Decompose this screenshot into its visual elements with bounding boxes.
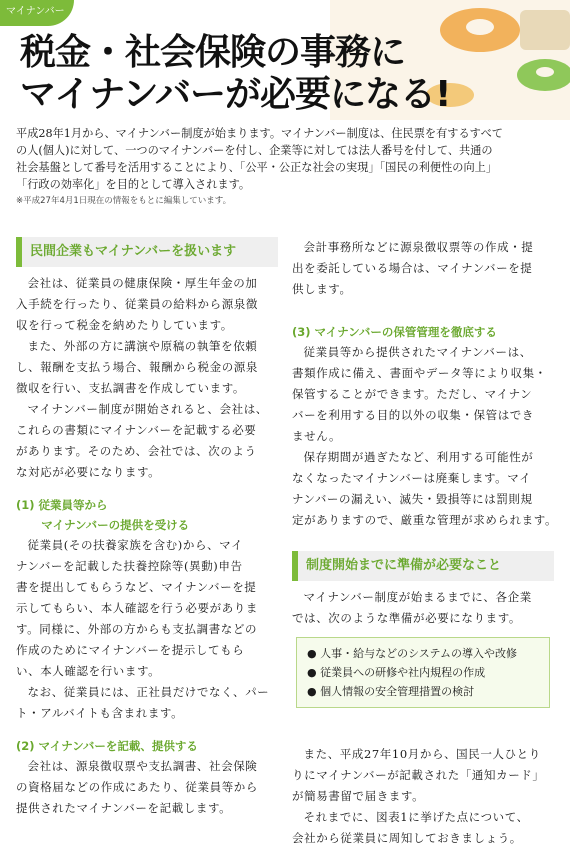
text-line: 従業員等から提供されたマイナンバーは、 — [303, 345, 532, 359]
text-line: ません。 — [292, 429, 342, 443]
text-line: マイナンバー制度が開始されると、会社は、 — [27, 402, 268, 416]
text-line: バーを利用する目的以外の収集・保管はでき — [292, 408, 534, 422]
text-line: 従業員(その扶養家族を含む)から、マイ — [27, 538, 244, 552]
preparation-list — [296, 637, 550, 708]
intro-text — [16, 125, 556, 210]
category-tag — [0, 0, 74, 26]
intro-line: 社会基盤として番号を活用することにより、「公平・公正な社会の実現」「国民の利便性の向上」 — [16, 161, 498, 174]
text-line: 示してもらい、本人確認を行う必要がありま — [16, 601, 258, 615]
sub1-paragraphs — [16, 535, 278, 724]
text-line: なお、従業員には、正社員だけでなく、パー — [27, 685, 270, 699]
title-line: 税金・社会保険の事務に — [20, 32, 406, 73]
page-title — [20, 32, 450, 116]
text-line: があります。そのため、会社では、次のよう — [16, 444, 257, 458]
intro-line: 平成28年1月から、マイナンバー制度が始まります。マイナンバー制度は、住民票を有するすべて — [16, 127, 503, 140]
text-line: それまでに、図表1に挙げた点について、 — [303, 810, 529, 824]
left-paragraphs — [16, 273, 278, 483]
sub3-paragraphs — [292, 342, 558, 531]
text-line: い、本人確認を行います。 — [16, 664, 161, 678]
list-item: ● 人事・給与などのシステムの導入や改修 — [307, 647, 517, 660]
list-item: ● 個人情報の安全管理措置の検討 — [307, 685, 475, 698]
intro-line: 「行政の効率化」を目的として導入されます。 — [16, 178, 251, 191]
subheading-1 — [16, 495, 278, 535]
text-line: が簡易書留で届きます。 — [292, 789, 425, 803]
text-line: 定がありますので、厳重な管理が求められます。 — [292, 513, 558, 527]
text-line: 入手続を行ったり、従業員の給料から源泉徴 — [16, 297, 258, 311]
text-line: 書類作成に備え、書面やデータ等により収集・ — [292, 366, 547, 380]
text-line: 供します。 — [292, 282, 352, 296]
text-line: 会計事務所などに源泉徴収票等の作成・提 — [303, 240, 534, 254]
text-line: マイナンバー制度が始まるまでに、各企業 — [303, 590, 532, 604]
text-line: 会社は、源泉徴収票や支払調書、社会保険 — [27, 759, 258, 773]
text-line: りにマイナンバーが記載された「通知カード」 — [292, 768, 545, 782]
intro-line: の人(個人)に対して、一つのマイナンバーを付し、企業等に対しては法人番号を付して、共通の — [16, 144, 493, 157]
subheading-1-line2: マイナンバーの提供を受ける — [41, 518, 190, 532]
closing-paragraphs — [292, 744, 554, 849]
text-line: これらの書類にマイナンバーを記載する必要 — [16, 423, 257, 437]
section-heading: 民間企業もマイナンバーを扱います — [16, 237, 278, 267]
text-line: また、外部の方に講演や原稿の執筆を依頼 — [27, 339, 258, 353]
category-tag-label: マイナンバー — [6, 6, 65, 17]
text-line: 保管することができます。ただし、マイナン — [292, 387, 533, 401]
intro-note: ※平成27年4月1日現在の情報をもとに編集しています。 — [16, 196, 232, 206]
text-line: 徴収を行い、支払調書を作成しています。 — [16, 381, 245, 395]
sub2-paragraph — [16, 756, 278, 819]
text-line: ナンバーの漏えい、滅失・毀損等には罰則規 — [292, 492, 533, 506]
continued-paragraph — [292, 237, 554, 300]
text-line: 収を行って税金を納めたりしています。 — [16, 318, 233, 332]
text-line: 作成のためにマイナンバーを提示してもら — [16, 643, 245, 657]
left-column — [16, 237, 278, 819]
text-line: 提供されたマイナンバーを記載します。 — [16, 801, 232, 815]
text-line: また、平成27年10月から、国民一人ひとり — [303, 747, 541, 761]
text-line: 保存期間が過ぎたなど、利用する可能性が — [303, 450, 534, 464]
subheading-1-line1: (1) 従業員等から — [16, 498, 108, 512]
text-line: 書を提出してもらうなど、マイナンバーを提 — [16, 580, 257, 594]
subheading-2: (2) マイナンバーを記載、提供する — [16, 739, 198, 753]
text-line: では、次のような準備が必要になります。 — [292, 611, 521, 625]
text-line: の資格届などの作成にあたり、従業員等から — [16, 780, 258, 794]
text-line: す。同様に、外部の方からも支払調書などの — [16, 622, 258, 636]
text-line: な対応が必要になります。 — [16, 465, 161, 479]
title-line: マイナンバーが必要になる! — [20, 74, 451, 115]
text-line: 会社は、従業員の健康保険・厚生年金の加 — [27, 276, 258, 290]
text-line: 会社から従業員に周知しておきましょう。 — [292, 831, 522, 845]
text-line: ナンバーを記載した扶養控除等(異動)申告 — [16, 559, 243, 573]
prep-paragraph — [292, 587, 554, 629]
text-line: 出を委託している場合は、マイナンバーを提 — [292, 261, 533, 275]
section-heading-2: 制度開始までに準備が必要なこと — [292, 551, 554, 581]
subheading-3: (3) マイナンバーの保管管理を徹底する — [292, 325, 497, 339]
right-column — [292, 237, 558, 849]
text-line: なくなったマイナンバーは廃棄します。マイ — [292, 471, 532, 485]
text-line: ト・アルバイトも含まれます。 — [16, 706, 184, 720]
text-line: し、報酬を支払う場合、報酬から税金の源泉 — [16, 360, 258, 374]
list-item: ● 従業員への研修や社内規程の作成 — [307, 666, 486, 679]
